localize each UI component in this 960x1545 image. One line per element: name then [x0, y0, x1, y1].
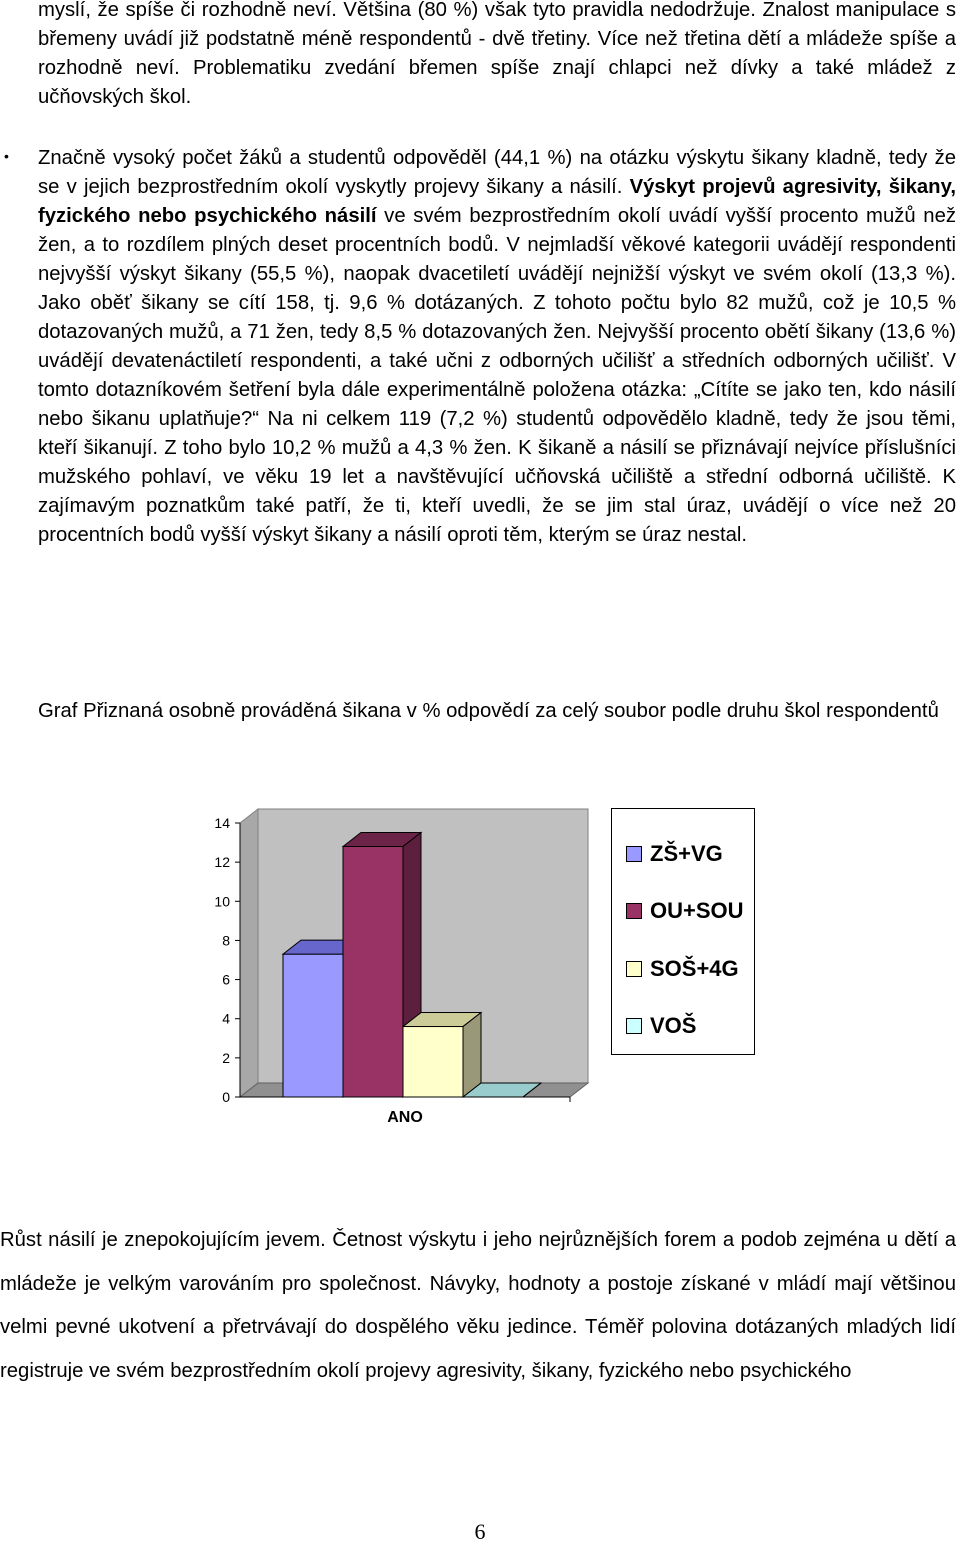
y-tick-label: 12	[214, 854, 230, 871]
y-tick-label: 4	[222, 1010, 230, 1027]
bullying-text-a: Značně vysoký počet žáků a studentů odpověděl (44,1 %) na otázku výskytu šikany kladně, tedy že se v jejich bezprostředním okolí vyskytly projevy šikany a násilí.	[38, 147, 956, 198]
legend-label-sos-4g: SOŠ+4G	[650, 956, 739, 981]
legend-item-zs-vg	[626, 841, 723, 867]
bar-front	[403, 1027, 463, 1097]
chart-legend	[611, 808, 755, 1055]
intro-line-1: myslí, že spíše či rozhodně neví. Většina (80 %) však tyto pravidla nedodržuje.	[38, 0, 756, 21]
bar-front	[283, 954, 343, 1097]
intro-line-2: Znalost manipulace s břemeny uvádí již podstatně méně respondentů - dvě	[38, 0, 956, 50]
chart-side-wall	[240, 809, 258, 1097]
bar-front	[343, 846, 403, 1097]
bullying-text-b: ve svém bezprostředním okolí uvádí vyšší procento mužů než žen, a to rozdílem plných deset procentních bodů. V nejmladší věkové kategorii uvádějí respondenti nejvyšší výskyt šikany (55,5 %), naopak dvacetiletí uvádějí nejnižší výskyt ve svém okolí (13,3 %). Jako oběť šikany se cítí 158, tj. 9,6 % dotázaných. Z tohoto počtu bylo 82 mužů, což je 10,5 % dotazovaných mužů, a 71 žen, tedy 8,5 % dotazovaných žen. Nejvyšší procento obětí šikany (13,6 %) uvádějí devatenáctiletí respondenti, a také učni z odborných učilišť a středních odborných učilišť. V tomto dotazníkovém šetření byla dále experimentálně položena otázka: „Cítíte se jako ten, kdo násilí nebo šikanu uplatňuje?“ Na ni celkem 119 (7,2 %) studentů odpovědělo kladně, tedy že jsou těmi, kteří šikanují. Z toho bylo 10,2 % mužů a 4,3 % žen. K šikaně a násilí se přiznávají nejvíce příslušníci mužského pohlaví, ve věku 19 let a navštěvující učňovská učiliště a střední odborná učiliště. K zajímavým poznatkům také patří, že ti, kteří uvedli, že se jim stal úraz, uvádějí o více než 20 procentních bodů vyšší výskyt šikany a násilí oproti těm, kterým se úraz nestal.	[38, 205, 956, 546]
y-tick-label: 8	[222, 932, 230, 949]
legend-swatch-ou-sou	[626, 903, 642, 919]
legend-swatch-vos	[626, 1018, 642, 1034]
intro-line-4: zvedání břemen spíše znají chlapci než dívky a také mládež z učňovských škol.	[38, 57, 957, 108]
legend-item-vos	[626, 1013, 696, 1039]
intro-line-3: třetiny. Více než třetina dětí a mládeže spíše a rozhodně neví. Problematiku	[38, 28, 957, 79]
chart-caption: Graf Přiznaná osobně prováděná šikana v % odpovědí za celý soubor podle druhu škol respondentů	[38, 700, 939, 722]
page-number: 6	[474, 1519, 486, 1544]
y-tick-label: 0	[222, 1089, 230, 1105]
paragraph-intro	[38, 0, 956, 112]
legend-label-ou-sou: OU+SOU	[650, 898, 744, 923]
bullet-icon: •	[4, 148, 9, 164]
paragraph-bullying	[38, 144, 956, 550]
legend-swatch-sos-4g	[626, 961, 642, 977]
bar-so-4g	[403, 1013, 481, 1097]
legend-swatch-zs-vg	[626, 846, 642, 862]
y-tick-label: 10	[214, 893, 230, 910]
y-tick-label: 2	[222, 1049, 230, 1066]
legend-item-sos-4g	[626, 956, 739, 982]
y-tick-label: 6	[222, 971, 230, 988]
bullying-bold-text: Výskyt projevů agresivity, šikany, fyzického nebo psychického násilí	[38, 176, 956, 227]
y-tick-label: 14	[214, 815, 230, 831]
bar-side	[463, 1013, 481, 1097]
legend-label-zs-vg: ZŠ+VG	[650, 841, 723, 866]
paragraph-conclusion: Růst násilí je znepokojujícím jevem. Četnost výskytu i jeho nejrůznějších forem a podob zejména u dětí a mládeže je velkým varováním pro společnost. Návyky, hodnoty a postoje získané v mládí mají většinou velmi pevné ukotvení a přetrvávají do dospělého věku jedince. Téměř polovina dotázaných mladých lidí registruje ve svém bezprostředním okolí projevy agresivity, šikany, fyzického nebo psychického	[0, 1229, 956, 1382]
x-category-label: ANO	[387, 1109, 423, 1126]
legend-label-vos: VOŠ	[650, 1013, 697, 1038]
legend-item-ou-sou	[626, 898, 744, 924]
bar-chart	[195, 800, 615, 1140]
